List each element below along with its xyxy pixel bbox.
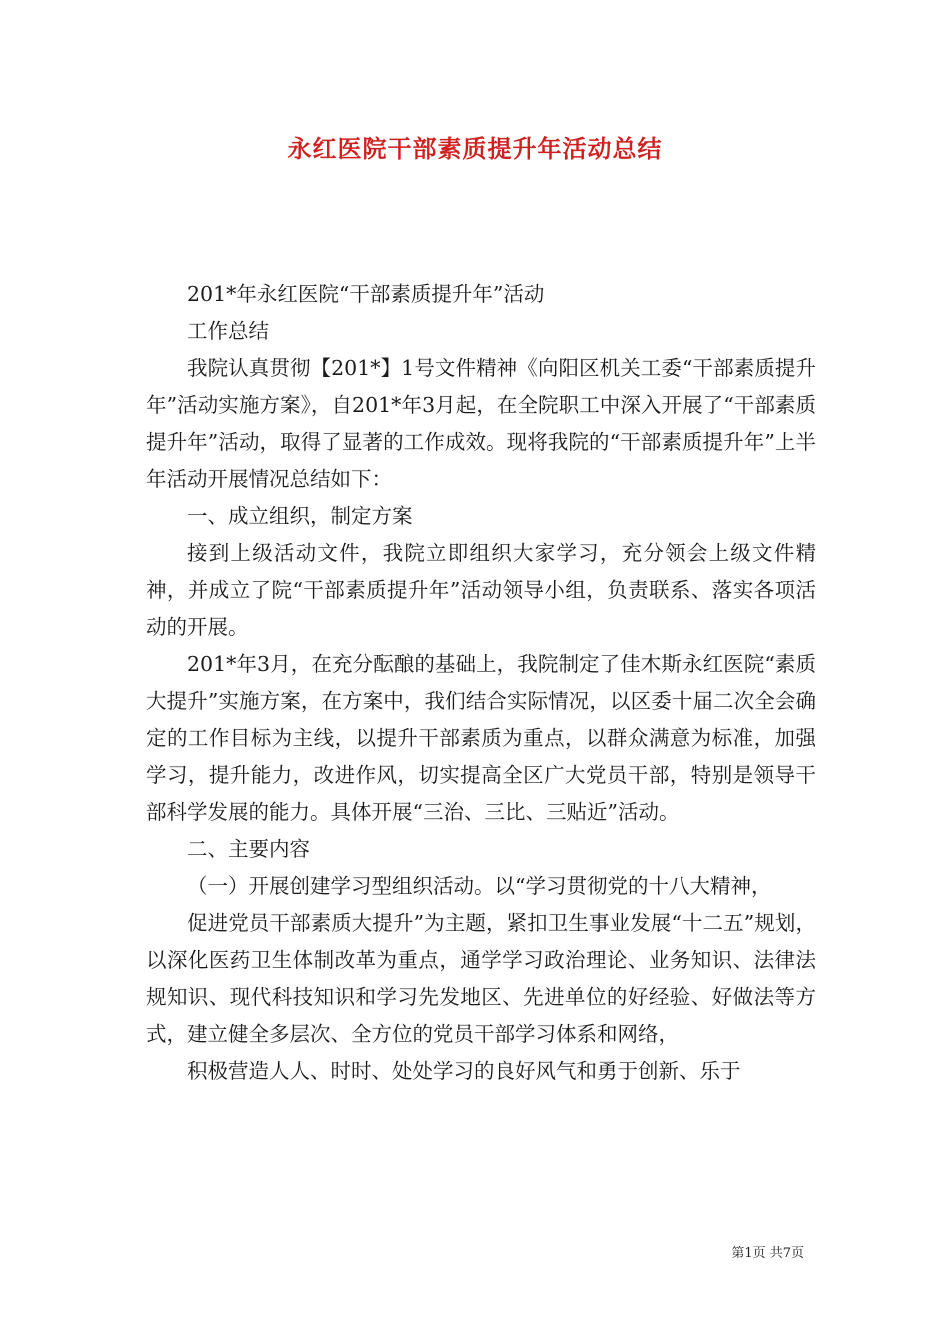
- paragraph: 接到上级活动文件，我院立即组织大家学习，充分领会上级文件精神，并成立了院“干部素质提升年”活动领导小组，负责联系、落实各项活动的开展。: [146, 541, 816, 639]
- paragraph: 积极营造人人、时时、处处学习的良好风气和勇于创新、乐于: [187, 1059, 741, 1083]
- section-heading: 二、主要内容: [187, 837, 310, 861]
- paragraph: （一）开展创建学习型组织活动。以“学习贯彻党的十八大精神，: [187, 874, 772, 898]
- section-heading: 一、成立组织，制定方案: [187, 504, 413, 528]
- paragraph: 工作总结: [187, 319, 269, 343]
- paragraph: 我院认真贯彻【201*】1号文件精神《向阳区机关工委“干部素质提升年”活动实施方案》，自201*年3月起，在全院职工中深入开展了“干部素质提升年”活动，取得了显著的工作成效。现将我院的“干部素质提升年”上半年活动开展情况总结如下：: [146, 356, 816, 491]
- page-number: 第1页 共7页: [731, 1246, 804, 1261]
- paragraph: 201*年3月，在充分酝酿的基础上，我院制定了佳木斯永红医院“素质大提升”实施方案，在方案中，我们结合实际情况，以区委十届二次全会确定的工作目标为主线，以提升干部素质为重点，以群众满意为标准，加强学习，提升能力，改进作风，切实提高全区广大党员干部，特别是领导干部科学发展的能力。具体开展“三治、三比、三贴近”活动。: [146, 652, 816, 824]
- paragraph: 201*年永红医院“干部素质提升年”活动: [187, 282, 545, 306]
- document-title: 永红医院干部素质提升年活动总结: [287, 134, 663, 163]
- paragraph: 促进党员干部素质大提升”为主题，紧扣卫生事业发展“十二五”规划，以深化医药卫生体制改革为重点，通学学习政治理论、业务知识、法律法规知识、现代科技知识和学习先发地区、先进单位的好经验、好做法等方式，建立健全多层次、全方位的党员干部学习体系和网络，: [146, 911, 816, 1046]
- document-body: [146, 276, 816, 1090]
